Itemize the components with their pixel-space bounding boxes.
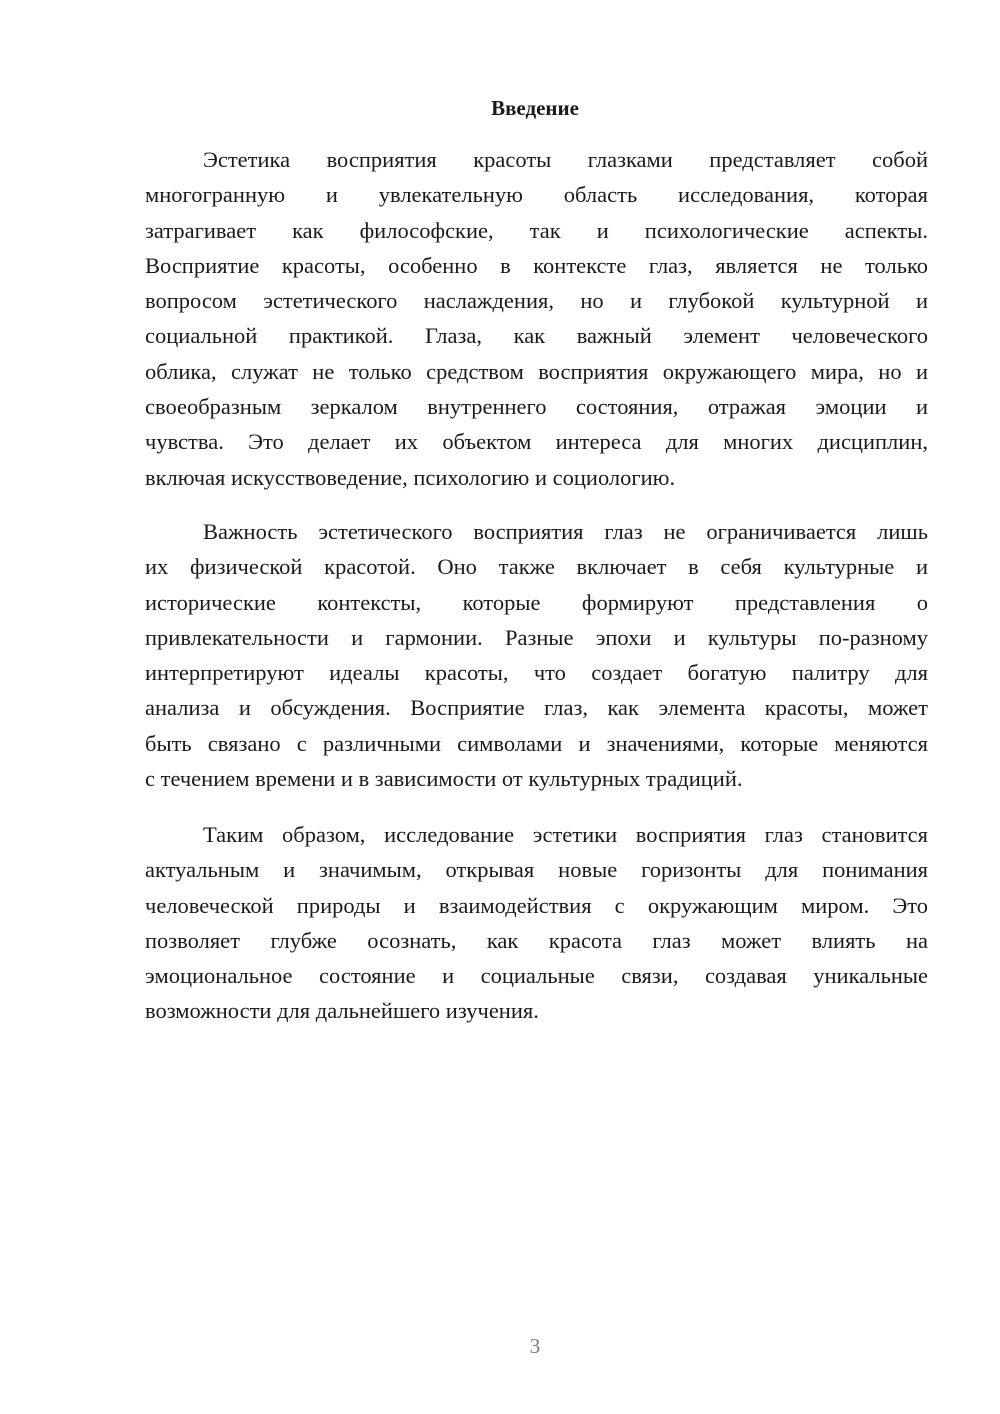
text-line: чувства. Это делает их объектом интереса для многих дисциплин, (145, 429, 928, 455)
text-line: исторические контексты, которые формируют представления о (145, 589, 928, 615)
text-line: Таким образом, исследование эстетики восприятия глаз становится (203, 822, 928, 847)
page-number: 3 (529, 1334, 541, 1358)
text-line: многогранную и увлекательную область исследования, которая (145, 182, 928, 208)
text-line: актуальным и значимым, открывая новые горизонты для понимания (145, 857, 928, 883)
text-line: вопросом эстетического наслаждения, но и глубокой культурной и (145, 288, 928, 314)
text-line: социальной практикой. Глаза, как важный элемент человеческого (145, 323, 928, 349)
text-line: с течением времени и в зависимости от культурных традиций. (145, 766, 743, 792)
text-line: возможности для дальнейшего изучения. (145, 998, 539, 1024)
paragraph-1 (145, 142, 928, 495)
text-line: Восприятие красоты, особенно в контексте глаз, является не только (145, 252, 928, 278)
text-line: эмоциональное состояние и социальные связи, создавая уникальные (145, 963, 928, 989)
text-line: облика, служат не только средством восприятия окружающего мира, но и (145, 358, 928, 384)
text-line: интерпретируют идеалы красоты, что создает богатую палитру для (145, 660, 928, 686)
text-line: Важность эстетического восприятия глаз не ограничивается лишь (203, 519, 928, 544)
section-title: Введение (491, 96, 579, 120)
text-line: привлекательности и гармонии. Разные эпохи и культуры по-разному (145, 624, 928, 650)
text-line: своеобразным зеркалом внутреннего состояния, отражая эмоции и (145, 394, 928, 420)
text-line: их физической красотой. Оно также включает в себя культурные и (145, 554, 928, 580)
text-line: человеческой природы и взаимодействия с окружающим миром. Это (145, 892, 928, 918)
text-line: быть связано с различными символами и значениями, которые меняются (145, 730, 928, 756)
text-line: включая искусствоведение, психологию и социологию. (145, 464, 676, 490)
text-line: позволяет глубже осознать, как красота глаз может влиять на (145, 927, 928, 953)
text-line: анализа и обсуждения. Восприятие глаз, как элемента красоты, может (145, 695, 928, 721)
text-line: затрагивает как философские, так и психологические аспекты. (145, 217, 928, 243)
paragraph-2 (145, 514, 928, 796)
paragraph-3 (145, 817, 928, 1029)
text-line: Эстетика восприятия красоты глазками представляет собой (203, 147, 928, 172)
